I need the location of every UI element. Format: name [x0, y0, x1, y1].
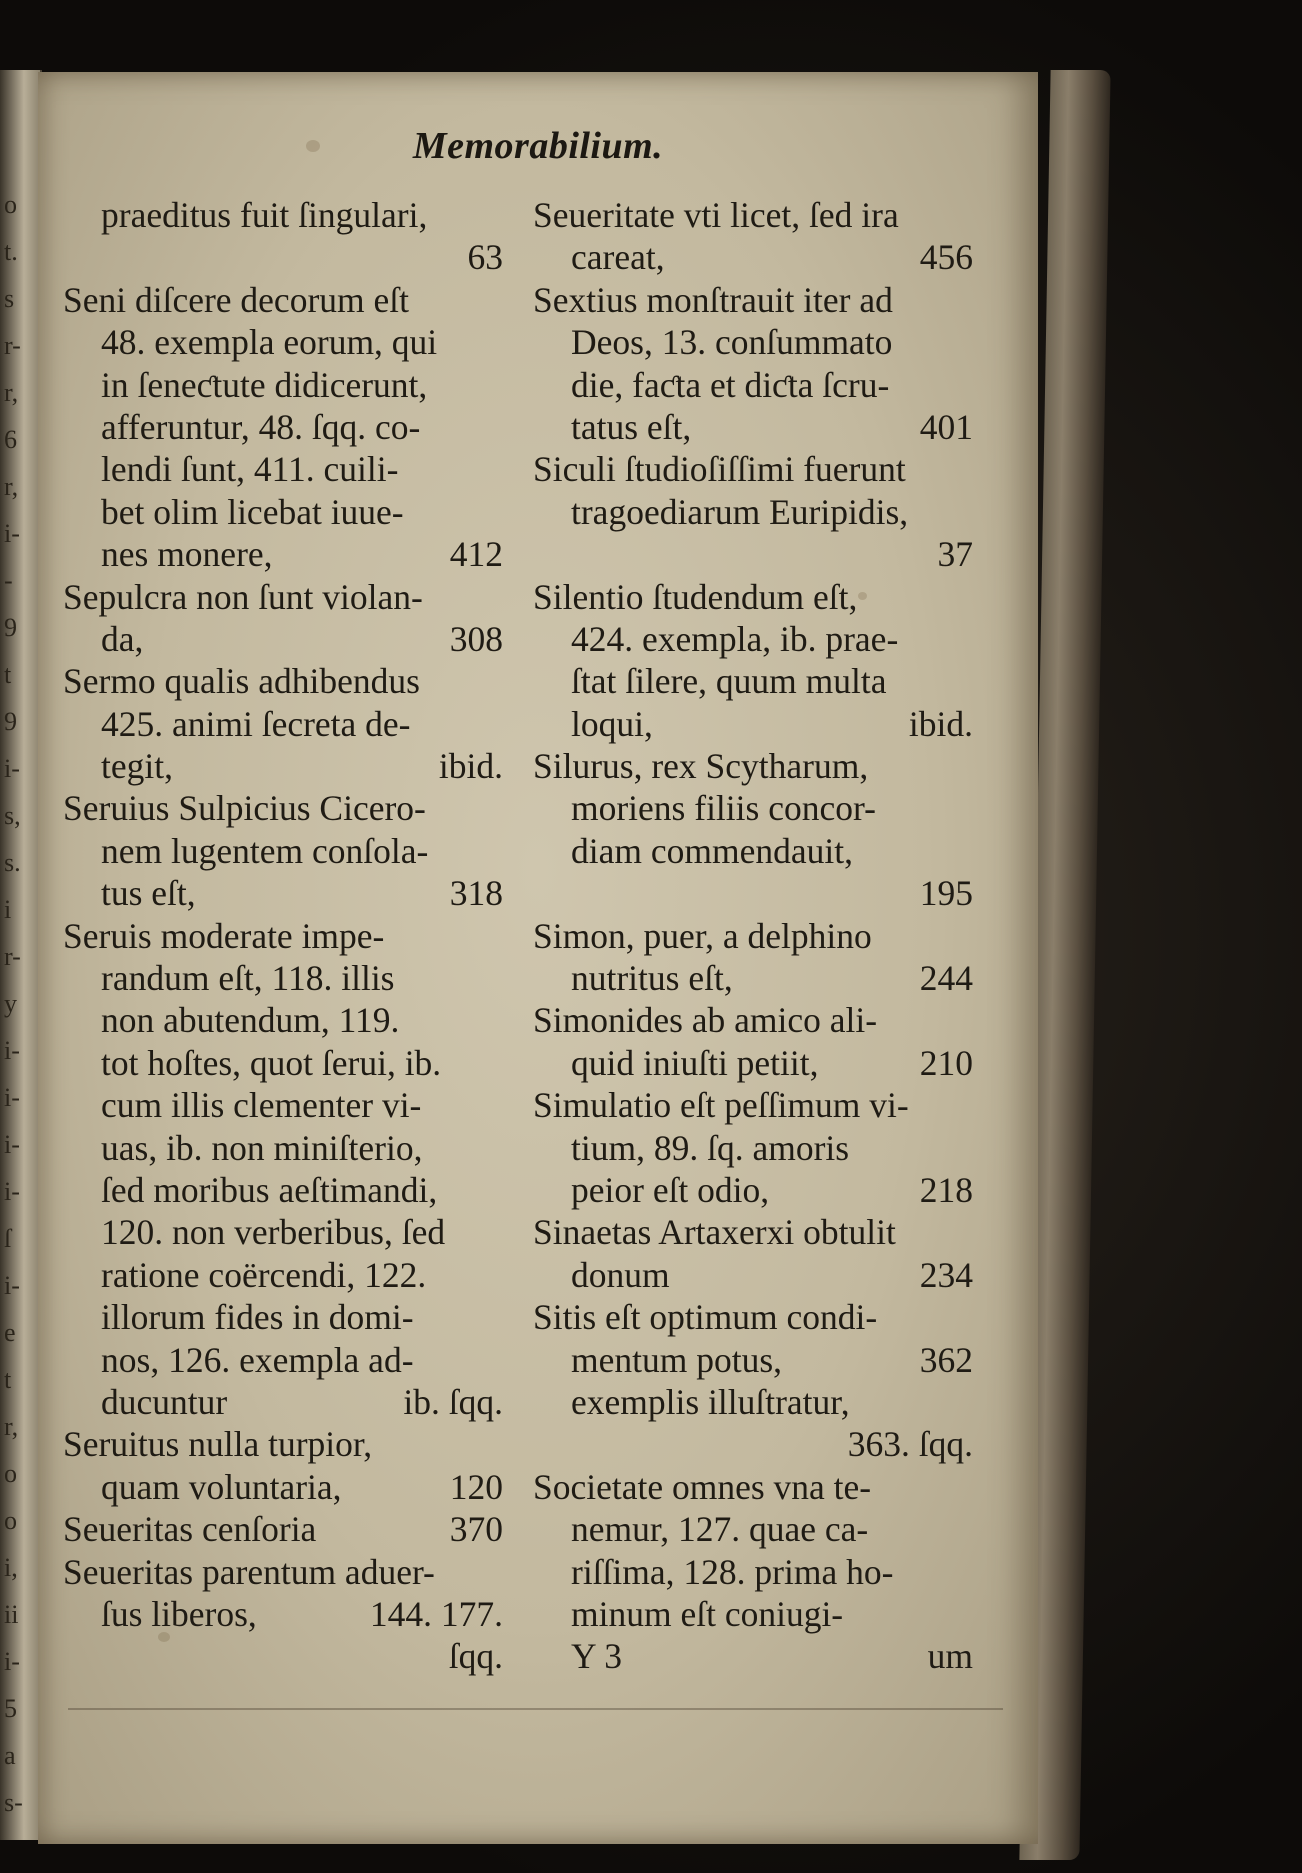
index-line — [63, 1339, 503, 1381]
index-line — [533, 321, 973, 363]
margin-fragment: 5 — [4, 1694, 17, 1723]
page-reference: 412 — [449, 534, 503, 575]
index-entry-text: lendi ſunt, 411. cuili- — [101, 449, 399, 490]
index-line — [533, 576, 973, 618]
index-entry-text: Sepulcra non ſunt violan- — [63, 576, 423, 617]
index-entry-text: nutritus eſt, — [571, 958, 733, 999]
page-reference: 63 — [467, 237, 503, 278]
index-entry-text: ratione coërcendi, 122. — [101, 1254, 427, 1295]
page-reference: 401 — [919, 406, 973, 447]
index-entry-text: Deos, 13. conſummato — [571, 322, 893, 363]
index-entry-text: peior eſt odio, — [571, 1169, 770, 1210]
index-entry-text: tatus eſt, — [571, 406, 692, 447]
index-line — [533, 915, 973, 957]
index-entry-text: nem lugentem conſola- — [101, 830, 429, 871]
index-line — [533, 448, 973, 490]
margin-fragment: r- — [4, 942, 21, 971]
index-entry-text: Seruis moderate impe- — [63, 915, 385, 956]
index-line — [63, 236, 503, 278]
index-entry-text: tus eſt, — [101, 873, 196, 914]
margin-fragment: r, — [4, 1412, 19, 1441]
page-reference: 210 — [919, 1042, 973, 1083]
index-entry-text: nes monere, — [101, 534, 273, 575]
index-line — [63, 1635, 503, 1677]
index-entry-text: ſtat ſilere, quum multa — [571, 661, 887, 702]
index-line — [533, 1254, 973, 1296]
index-line — [533, 1466, 973, 1508]
index-line — [63, 957, 503, 999]
margin-fragment: r, — [4, 378, 19, 407]
index-line — [63, 745, 503, 787]
index-line — [63, 872, 503, 914]
index-line — [533, 1635, 973, 1677]
index-entry-text: Seruius Sulpicius Cicero- — [63, 788, 426, 829]
index-line — [533, 1042, 973, 1084]
margin-fragment: a — [4, 1741, 16, 1770]
index-entry-text: praeditus fuit ſingulari, — [101, 195, 428, 235]
book-page — [38, 72, 1038, 1844]
margin-fragment: s, — [4, 801, 21, 830]
index-entry-text: Seueritate vti licet, ſed ira — [533, 195, 899, 235]
index-line — [533, 745, 973, 787]
index-line — [533, 1296, 973, 1338]
index-line — [63, 1381, 503, 1423]
index-line — [533, 1423, 973, 1465]
index-line — [63, 703, 503, 745]
margin-fragment: i- — [4, 1083, 20, 1112]
index-entry-text: Seruitus nulla turpior, — [63, 1424, 373, 1465]
page-reference: ibid. — [908, 703, 973, 744]
index-line — [63, 1508, 503, 1550]
margin-fragment: i- — [4, 1177, 20, 1206]
page-reference: 456 — [919, 237, 973, 278]
index-entry-text: ducuntur — [101, 1381, 228, 1422]
index-entry-text: tot hoſtes, quot ſerui, ib. — [101, 1042, 442, 1083]
index-entry-text: illorum fides in domi- — [101, 1297, 414, 1338]
page-reference: ibid. — [438, 746, 503, 787]
index-entry-text: mentum potus, — [571, 1339, 783, 1380]
index-line — [533, 1084, 973, 1126]
index-entry-text: ſed moribus aeſtimandi, — [101, 1169, 438, 1210]
index-line — [63, 830, 503, 872]
index-entry-text: Societate omnes vna te- — [533, 1466, 872, 1507]
previous-page-edge — [0, 70, 42, 1840]
index-entry-text: randum eſt, 118. illis — [101, 958, 395, 999]
margin-fragment: i- — [4, 1271, 20, 1300]
page-reference: 37 — [937, 534, 973, 575]
margin-fragment: ſ — [4, 1224, 12, 1253]
page-reference: 318 — [449, 873, 503, 914]
index-line — [533, 1551, 973, 1593]
margin-fragment: i- — [4, 1036, 20, 1065]
index-entry-text: quid iniuſti petiit, — [571, 1042, 819, 1083]
index-entry-text: moriens filiis concor- — [571, 788, 876, 829]
index-entry-text: tragoediarum Euripidis, — [571, 491, 909, 532]
index-entry-text: Siculi ſtudioſiſſimi fuerunt — [533, 449, 906, 490]
margin-fragment: e — [4, 1318, 16, 1347]
margin-fragment: i- — [4, 1647, 20, 1676]
index-entry-text: exemplis illuſtratur, — [571, 1381, 850, 1422]
index-entry-text: Silentio ſtudendum eſt, — [533, 576, 858, 617]
index-line — [63, 448, 503, 490]
index-line — [533, 999, 973, 1041]
margin-fragment: i- — [4, 754, 20, 783]
index-entry-text: Seni diſcere decorum eſt — [63, 279, 409, 320]
index-line — [533, 787, 973, 829]
index-line — [63, 364, 503, 406]
index-line — [533, 1339, 973, 1381]
running-header: Memorabilium. — [412, 125, 664, 167]
index-entry-text: cum illis clementer vi- — [101, 1085, 422, 1126]
index-entry-text: diam commendauit, — [571, 830, 853, 871]
margin-fragment: y — [4, 989, 17, 1018]
index-line — [533, 533, 973, 575]
index-line — [63, 1127, 503, 1169]
margin-fragment: r, — [4, 472, 19, 501]
index-entry-text: tium, 89. ſq. amoris — [571, 1127, 850, 1168]
index-entry-text: Seueritas cenſoria — [63, 1509, 317, 1550]
index-entry-text: loqui, — [571, 703, 653, 744]
margin-fragment: o — [4, 1506, 17, 1535]
index-entry-text: Sermo qualis adhibendus — [63, 661, 420, 702]
margin-fragment: 9 — [4, 613, 17, 642]
index-entry-text: donum — [571, 1254, 670, 1295]
page-reference: um — [927, 1636, 973, 1677]
margin-fragment: s- — [4, 1788, 23, 1817]
index-entry-text: tegit, — [101, 746, 173, 787]
index-line — [533, 1508, 973, 1550]
index-line — [533, 491, 973, 533]
index-entry-text: nemur, 127. quae ca- — [571, 1509, 869, 1550]
index-entry-text: non abutendum, 119. — [101, 1000, 400, 1041]
index-line — [63, 321, 503, 363]
index-entry-text: riſſima, 128. prima ho- — [571, 1551, 894, 1592]
index-column-left — [63, 194, 503, 1678]
index-line — [63, 279, 503, 321]
index-entry-text: afferuntur, 48. ſqq. co- — [101, 406, 421, 447]
index-entry-text: careat, — [571, 237, 665, 278]
index-line — [533, 194, 973, 236]
index-line — [63, 491, 503, 533]
index-line — [533, 703, 973, 745]
page-reference: 363. ſqq. — [847, 1424, 973, 1465]
index-entry-text: 425. animi ſecreta de- — [101, 703, 411, 744]
index-line — [63, 533, 503, 575]
index-entry-text: Simulatio eſt peſſimum vi- — [533, 1085, 909, 1126]
margin-fragment: i- — [4, 1130, 20, 1159]
page-reference: 308 — [449, 618, 503, 659]
margin-fragment: - — [4, 566, 13, 595]
bottom-rule — [68, 1708, 1003, 1710]
margin-fragment: 6 — [4, 425, 17, 454]
index-entry-text: Sinaetas Artaxerxi obtulit — [533, 1212, 896, 1253]
margin-fragment: t — [4, 1365, 12, 1394]
index-line — [63, 1551, 503, 1593]
index-entry-text: Simonides ab amico ali- — [533, 1000, 878, 1041]
index-line — [533, 1381, 973, 1423]
index-entry-text: da, — [101, 618, 144, 659]
index-line — [533, 660, 973, 702]
index-entry-text: ſus liberos, — [101, 1593, 257, 1634]
index-line — [63, 1296, 503, 1338]
page-reference: 244 — [919, 958, 973, 999]
index-entry-text: nos, 126. exempla ad- — [101, 1339, 414, 1380]
index-entry-text: Seueritas parentum aduer- — [63, 1551, 435, 1592]
index-line — [533, 1211, 973, 1253]
margin-fragment: r- — [4, 331, 21, 360]
page-reference: ſqq. — [448, 1636, 503, 1677]
index-line — [63, 1423, 503, 1465]
index-line — [533, 830, 973, 872]
margin-fragment: t — [4, 660, 12, 689]
index-line — [63, 660, 503, 702]
margin-fragment: 9 — [4, 707, 17, 736]
index-column-right — [533, 194, 973, 1678]
index-line — [63, 1084, 503, 1126]
margin-fragment: o — [4, 190, 17, 219]
page-reference: 370 — [449, 1509, 503, 1550]
index-line — [533, 618, 973, 660]
page-reference: 218 — [919, 1169, 973, 1210]
index-entry-text: minum eſt coniugi- — [571, 1593, 844, 1634]
margin-fragment: i, — [4, 1553, 18, 1582]
index-line — [533, 364, 973, 406]
index-entry-text: Silurus, rex Scytharum, — [533, 746, 869, 787]
index-entry-text: quam voluntaria, — [101, 1466, 342, 1507]
page-reference: 144. 177. — [369, 1593, 503, 1634]
index-line — [63, 1042, 503, 1084]
index-line — [63, 576, 503, 618]
index-line — [533, 279, 973, 321]
index-line — [533, 1127, 973, 1169]
index-line — [63, 999, 503, 1041]
page-reference: 234 — [919, 1254, 973, 1295]
margin-fragment: i- — [4, 519, 20, 548]
index-line — [533, 957, 973, 999]
margin-fragment: ii — [4, 1600, 19, 1629]
index-entry-text: bet olim licebat iuue- — [101, 491, 404, 532]
index-line — [63, 1211, 503, 1253]
index-entry-text: 424. exempla, ib. prae- — [571, 618, 899, 659]
margin-fragment: t. — [4, 237, 18, 266]
margin-fragment: o — [4, 1459, 17, 1488]
index-line — [63, 194, 503, 236]
index-entry-text: uas, ib. non miniſterio, — [101, 1127, 423, 1168]
index-line — [63, 1466, 503, 1508]
index-entry-text: Simon, puer, a delphino — [533, 915, 872, 956]
margin-fragment: s. — [4, 848, 21, 877]
page-reference: ib. ſqq. — [403, 1381, 503, 1422]
index-entry-text: Y 3 — [571, 1636, 622, 1677]
page-reference: 362 — [919, 1339, 973, 1380]
index-line — [533, 1169, 973, 1211]
margin-fragment: i — [4, 895, 12, 924]
index-line — [533, 1593, 973, 1635]
page-reference: 120 — [449, 1466, 503, 1507]
index-entry-text: Sitis eſt optimum condi- — [533, 1297, 878, 1338]
index-line — [63, 1169, 503, 1211]
index-entry-text: die, faƈta et diƈta ſcru- — [571, 364, 890, 405]
index-line — [63, 618, 503, 660]
index-entry-text: 48. exempla eorum, qui — [101, 322, 438, 363]
index-line — [63, 1593, 503, 1635]
index-line — [63, 406, 503, 448]
index-line — [533, 406, 973, 448]
margin-fragment: s — [4, 284, 15, 313]
index-entry-text: Sextius monſtrauit iter ad — [533, 279, 893, 320]
index-line — [63, 1254, 503, 1296]
index-line — [533, 236, 973, 278]
index-line — [63, 915, 503, 957]
page-reference: 195 — [919, 873, 973, 914]
index-line — [63, 787, 503, 829]
index-line — [533, 872, 973, 914]
index-entry-text: 120. non verberibus, ſed — [101, 1212, 446, 1253]
index-entry-text: in ſeneƈtute didicerunt, — [101, 364, 428, 405]
